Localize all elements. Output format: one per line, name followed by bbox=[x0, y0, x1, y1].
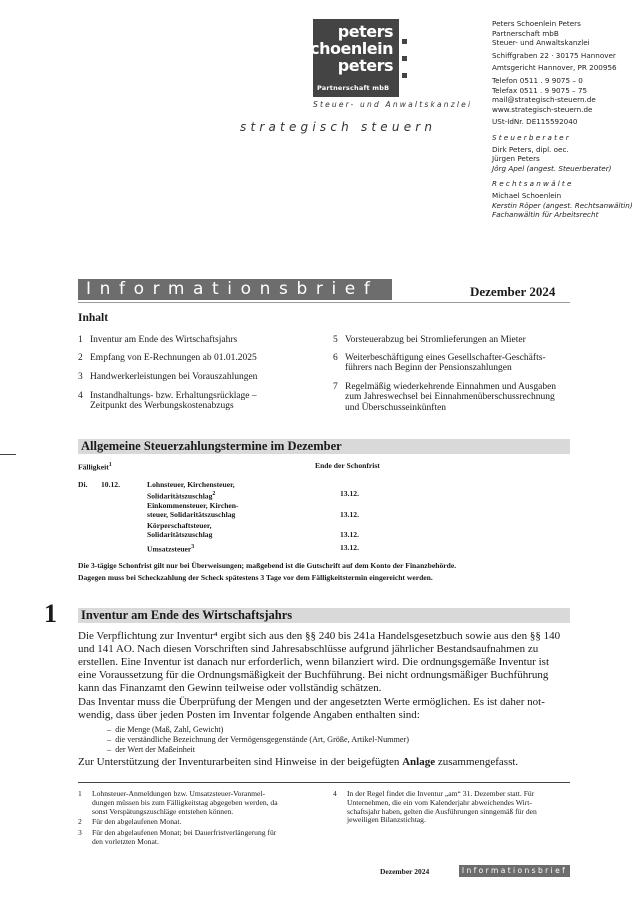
steuerberater-heading: Steuerberater bbox=[492, 132, 571, 142]
footnote-line: sonst Verspätungszuschläge entstehen können. bbox=[92, 806, 234, 816]
tax-name: Umsatzsteuer bbox=[147, 544, 192, 554]
anwaelte-heading: Rechtsanwälte bbox=[492, 179, 574, 189]
termine-note: Dagegen muss bei Scheckzahlung der Scheck spätestens 3 Tage vor dem Fälligkeitstermin eingereicht werden. bbox=[78, 573, 433, 582]
footnote-line: Für den abgelaufenen Monat. bbox=[92, 817, 182, 826]
termine-row bbox=[147, 543, 194, 554]
tax-name-cont: steuer, Solidaritätszuschlag bbox=[147, 509, 236, 519]
address-line: Peters Schoenlein Peters bbox=[492, 19, 581, 28]
paragraph-text: zusammengefasst. bbox=[435, 756, 519, 768]
phone-line: Telefon 0511 . 9 9075 – 0 bbox=[492, 75, 583, 85]
toc-label: Handwerkerleistungen bei Vorauszahlungen bbox=[90, 372, 258, 382]
company-logo bbox=[301, 19, 399, 97]
steuerberater-name: Jörg Apel (angest. Steuerberater) bbox=[492, 163, 612, 173]
footnote-rule bbox=[78, 782, 570, 783]
logo-dot-3 bbox=[402, 73, 407, 78]
paragraph-line: Das Inventar muss die Überprüfung der Mengen und der angesetzten Werte ermöglichen. Es ist daher not- bbox=[78, 696, 545, 708]
termine-row bbox=[147, 522, 212, 539]
tax-name-cont: Solidaritätszuschlag bbox=[147, 529, 213, 539]
section-paragraph bbox=[78, 630, 570, 695]
paragraph-line: erstellen. Eine Inventur ist danach nur erforderlich, wenn bilanziert wird. Die ordnungsgemäße Inventur ist bbox=[78, 656, 550, 669]
termine-end-date: 13.12. bbox=[340, 489, 359, 498]
footnote bbox=[333, 790, 573, 826]
toc-label: Inventur am Ende des Wirtschaftsjahrs bbox=[90, 335, 238, 345]
footnote bbox=[78, 818, 318, 828]
termine-end-date: 13.12. bbox=[340, 543, 359, 552]
footer-label: Informationsbrief bbox=[459, 865, 570, 877]
paragraph-text: Zur Unterstützung der Inventurarbeiten sind Hinweise in der beigefügten bbox=[78, 756, 403, 768]
footnote-number: 3 bbox=[78, 828, 82, 837]
toc-label: Instandhaltungs- bzw. Erhaltungsrücklage – bbox=[90, 391, 257, 401]
paragraph-line: eine Voraussetzung für die Ordnungsmäßigkeit der Buchführung. Bei nicht ordnungsmäßiger Buchführung bbox=[78, 669, 549, 682]
termine-col-faelligkeit bbox=[78, 461, 112, 472]
footnote-number: 4 bbox=[333, 789, 337, 798]
termine-end-date: 13.12. bbox=[340, 510, 359, 519]
section-paragraph bbox=[78, 696, 570, 722]
footer-date: Dezember 2024 bbox=[380, 867, 430, 876]
dash-icon: – bbox=[107, 735, 116, 744]
address-line: Schiffgraben 22 · 30175 Hannover bbox=[492, 50, 616, 60]
termine-note: Die 3-tägige Schonfrist gilt nur bei Überweisungen; maßgebend ist die Gutschrift auf dem Konto der Finanzbehörde. bbox=[78, 561, 457, 570]
paragraph-line: Die Verpflichtung zur Inventur⁴ ergibt sich aus den §§ 240 bis 241a Handelsgesetzbuch sowie aus den §§ 140 bbox=[78, 630, 561, 642]
section-number: 1 bbox=[44, 599, 57, 628]
slogan: strategisch steuern bbox=[240, 120, 437, 134]
website-link[interactable]: www.strategisch-steuern.de bbox=[492, 104, 593, 114]
termine-day: Di. bbox=[78, 480, 88, 489]
footnote bbox=[78, 829, 318, 848]
logo-line-2: schoenlein bbox=[301, 39, 393, 58]
termine-row bbox=[147, 502, 239, 519]
footnote-line: Lohnsteuer-Anmeldungen bzw. Umsatzsteuer-Voranmel- bbox=[92, 789, 266, 798]
logo-line-1: peters bbox=[337, 22, 393, 41]
footnote-ref: 2 bbox=[212, 490, 216, 497]
anlage-reference: Anlage bbox=[402, 756, 436, 768]
paragraph-line: und 141 AO. Nach diesen Vorschriften sind Jahresabschlüsse aufgrund jährlicher Bestandsaufnahmen zu bbox=[78, 643, 539, 656]
toc-label-cont: Zeitpunkt des Werbungskostenabzugs bbox=[90, 401, 234, 412]
toc-label: Empfang von E-Rechnungen ab 01.01.2025 bbox=[90, 353, 257, 363]
toc-item[interactable] bbox=[78, 335, 328, 347]
paragraph-line: wendig, dass über jeden Posten im Inventar folgende Angaben enthalten sind: bbox=[78, 709, 420, 722]
address-line: Partnerschaft mbB bbox=[492, 28, 559, 38]
tax-name: Körperschaftsteuer, bbox=[147, 521, 212, 530]
address-line: Steuer- und Anwaltskanzlei bbox=[492, 38, 590, 48]
termine-heading: Allgemeine Steuerzahlungstermine im Dezember bbox=[81, 439, 342, 453]
toc-item[interactable] bbox=[333, 353, 573, 375]
toc-heading: Inhalt bbox=[78, 312, 109, 324]
margin-mark bbox=[0, 454, 16, 455]
address-block bbox=[492, 19, 633, 220]
toc-item[interactable] bbox=[78, 391, 328, 413]
toc-number: 6 bbox=[333, 353, 338, 363]
logo-line-3: peters bbox=[337, 56, 393, 75]
list-item bbox=[107, 745, 409, 755]
footnote-number: 2 bbox=[78, 817, 82, 826]
logo-subtitle: Partnerschaft mbB bbox=[317, 84, 390, 92]
footnote bbox=[78, 790, 318, 817]
toc-item[interactable] bbox=[78, 372, 328, 384]
list-item bbox=[107, 725, 409, 735]
tax-name: Lohnsteuer, Kirchensteuer, bbox=[147, 480, 235, 489]
section-paragraph bbox=[78, 756, 570, 769]
toc-item[interactable] bbox=[333, 382, 573, 415]
toc-number: 7 bbox=[333, 382, 338, 392]
footnote-line: den vorletzten Monat. bbox=[92, 836, 159, 846]
list-item-text: der Wert der Maßeinheit bbox=[115, 745, 196, 754]
tax-name-cont: Solidaritätszuschlag bbox=[147, 491, 213, 501]
tax-name: Einkommensteuer, Kirchen- bbox=[147, 501, 239, 510]
dash-icon: – bbox=[107, 745, 116, 754]
anwalt-name: Kerstin Röper (angest. Rechtsanwältin) bbox=[492, 200, 633, 210]
footnote-number: 1 bbox=[78, 789, 82, 798]
toc-number: 2 bbox=[78, 353, 83, 363]
email-link[interactable]: mail@strategisch-steuern.de bbox=[492, 95, 596, 105]
footnote-line: In der Regel findet die Inventur „am“ 31. Dezember statt. Für bbox=[347, 789, 535, 798]
termine-date: 10.12. bbox=[101, 480, 120, 489]
termine-row bbox=[147, 481, 235, 501]
steuerberater-name: Dirk Peters, dipl. oec. bbox=[492, 144, 569, 154]
logo-tagline: Steuer- und Anwaltskanzlei bbox=[313, 100, 473, 109]
toc-label: Regelmäßig wiederkehrende Einnahmen und Ausgaben bbox=[345, 382, 557, 392]
section-title: Inventur am Ende des Wirtschaftsjahrs bbox=[81, 608, 293, 622]
footnote-line: schaftsjahr haben, gelten die Ausführungen sinngemäß für den bbox=[347, 806, 537, 816]
footnote-ref: 1 bbox=[108, 462, 112, 468]
toc-label: Vorsteuerabzug bei Stromlieferungen an Mieter bbox=[345, 335, 526, 345]
address-line: Amtsgericht Hannover, PR 200956 bbox=[492, 63, 617, 73]
toc-label-cont: zum Jahreswechsel bei Einnahmenüberschussrechnung bbox=[345, 392, 555, 403]
newsletter-title-banner: Informationsbrief bbox=[78, 279, 392, 300]
paragraph-line: kann das Finanzamt den Gewinn teilweise oder vollständig schätzen. bbox=[78, 682, 382, 695]
toc-item[interactable] bbox=[333, 335, 573, 347]
vat-id: USt-IdNr. DE115592040 bbox=[492, 117, 578, 127]
toc-number: 5 bbox=[333, 335, 338, 345]
toc-number: 1 bbox=[78, 335, 83, 345]
anwalt-specialty: Fachanwältin für Arbeitsrecht bbox=[492, 210, 599, 220]
footnote-line: jeweiligen Bilanzstichtag. bbox=[347, 815, 426, 825]
toc-number: 4 bbox=[78, 391, 83, 401]
logo-dot-1 bbox=[402, 39, 407, 44]
anwalt-name: Michael Schoenlein bbox=[492, 190, 562, 200]
termine-col-schonfrist: Ende der Schonfrist bbox=[315, 461, 380, 470]
faelligkeit-label: Fälligkeit bbox=[78, 462, 109, 472]
termine-end-date: 13.12. bbox=[340, 530, 359, 539]
list-item bbox=[107, 735, 409, 745]
banner-rule bbox=[78, 302, 570, 303]
footnote-line: Für den abgelaufenen Monat; bei Dauerfristverlängerung für bbox=[92, 828, 277, 837]
toc-label: Weiterbeschäftigung eines Gesellschafter-Geschäfts- bbox=[345, 353, 546, 363]
toc-item[interactable] bbox=[78, 353, 328, 365]
toc-number: 3 bbox=[78, 372, 83, 382]
list-item-text: die Menge (Maß, Zahl, Gewicht) bbox=[115, 725, 224, 734]
dash-icon: – bbox=[107, 725, 116, 734]
footnote-line: Unternehmen, die ein vom Kalenderjahr abweichendes Wirt- bbox=[347, 797, 532, 807]
toc-label-cont: und Überschusseinkünften bbox=[345, 402, 447, 413]
toc-label-cont: führers nach Beginn der Pensionszahlungen bbox=[345, 363, 512, 374]
steuerberater-name: Jürgen Peters bbox=[492, 154, 540, 164]
logo-dot-2 bbox=[402, 56, 407, 61]
newsletter-date: Dezember 2024 bbox=[470, 284, 556, 299]
footnote-ref: 3 bbox=[191, 544, 195, 550]
fax-line: Telefax 0511 . 9 9075 – 75 bbox=[492, 85, 588, 95]
bullet-list bbox=[107, 725, 409, 755]
list-item-text: die verständliche Bezeichnung der Vermögensgegenstände (Art, Größe, Artikel-Nummer) bbox=[115, 735, 410, 744]
footnote-line: dungen müssen bis zum Fälligkeitstag abgegeben werden, da bbox=[92, 797, 278, 807]
